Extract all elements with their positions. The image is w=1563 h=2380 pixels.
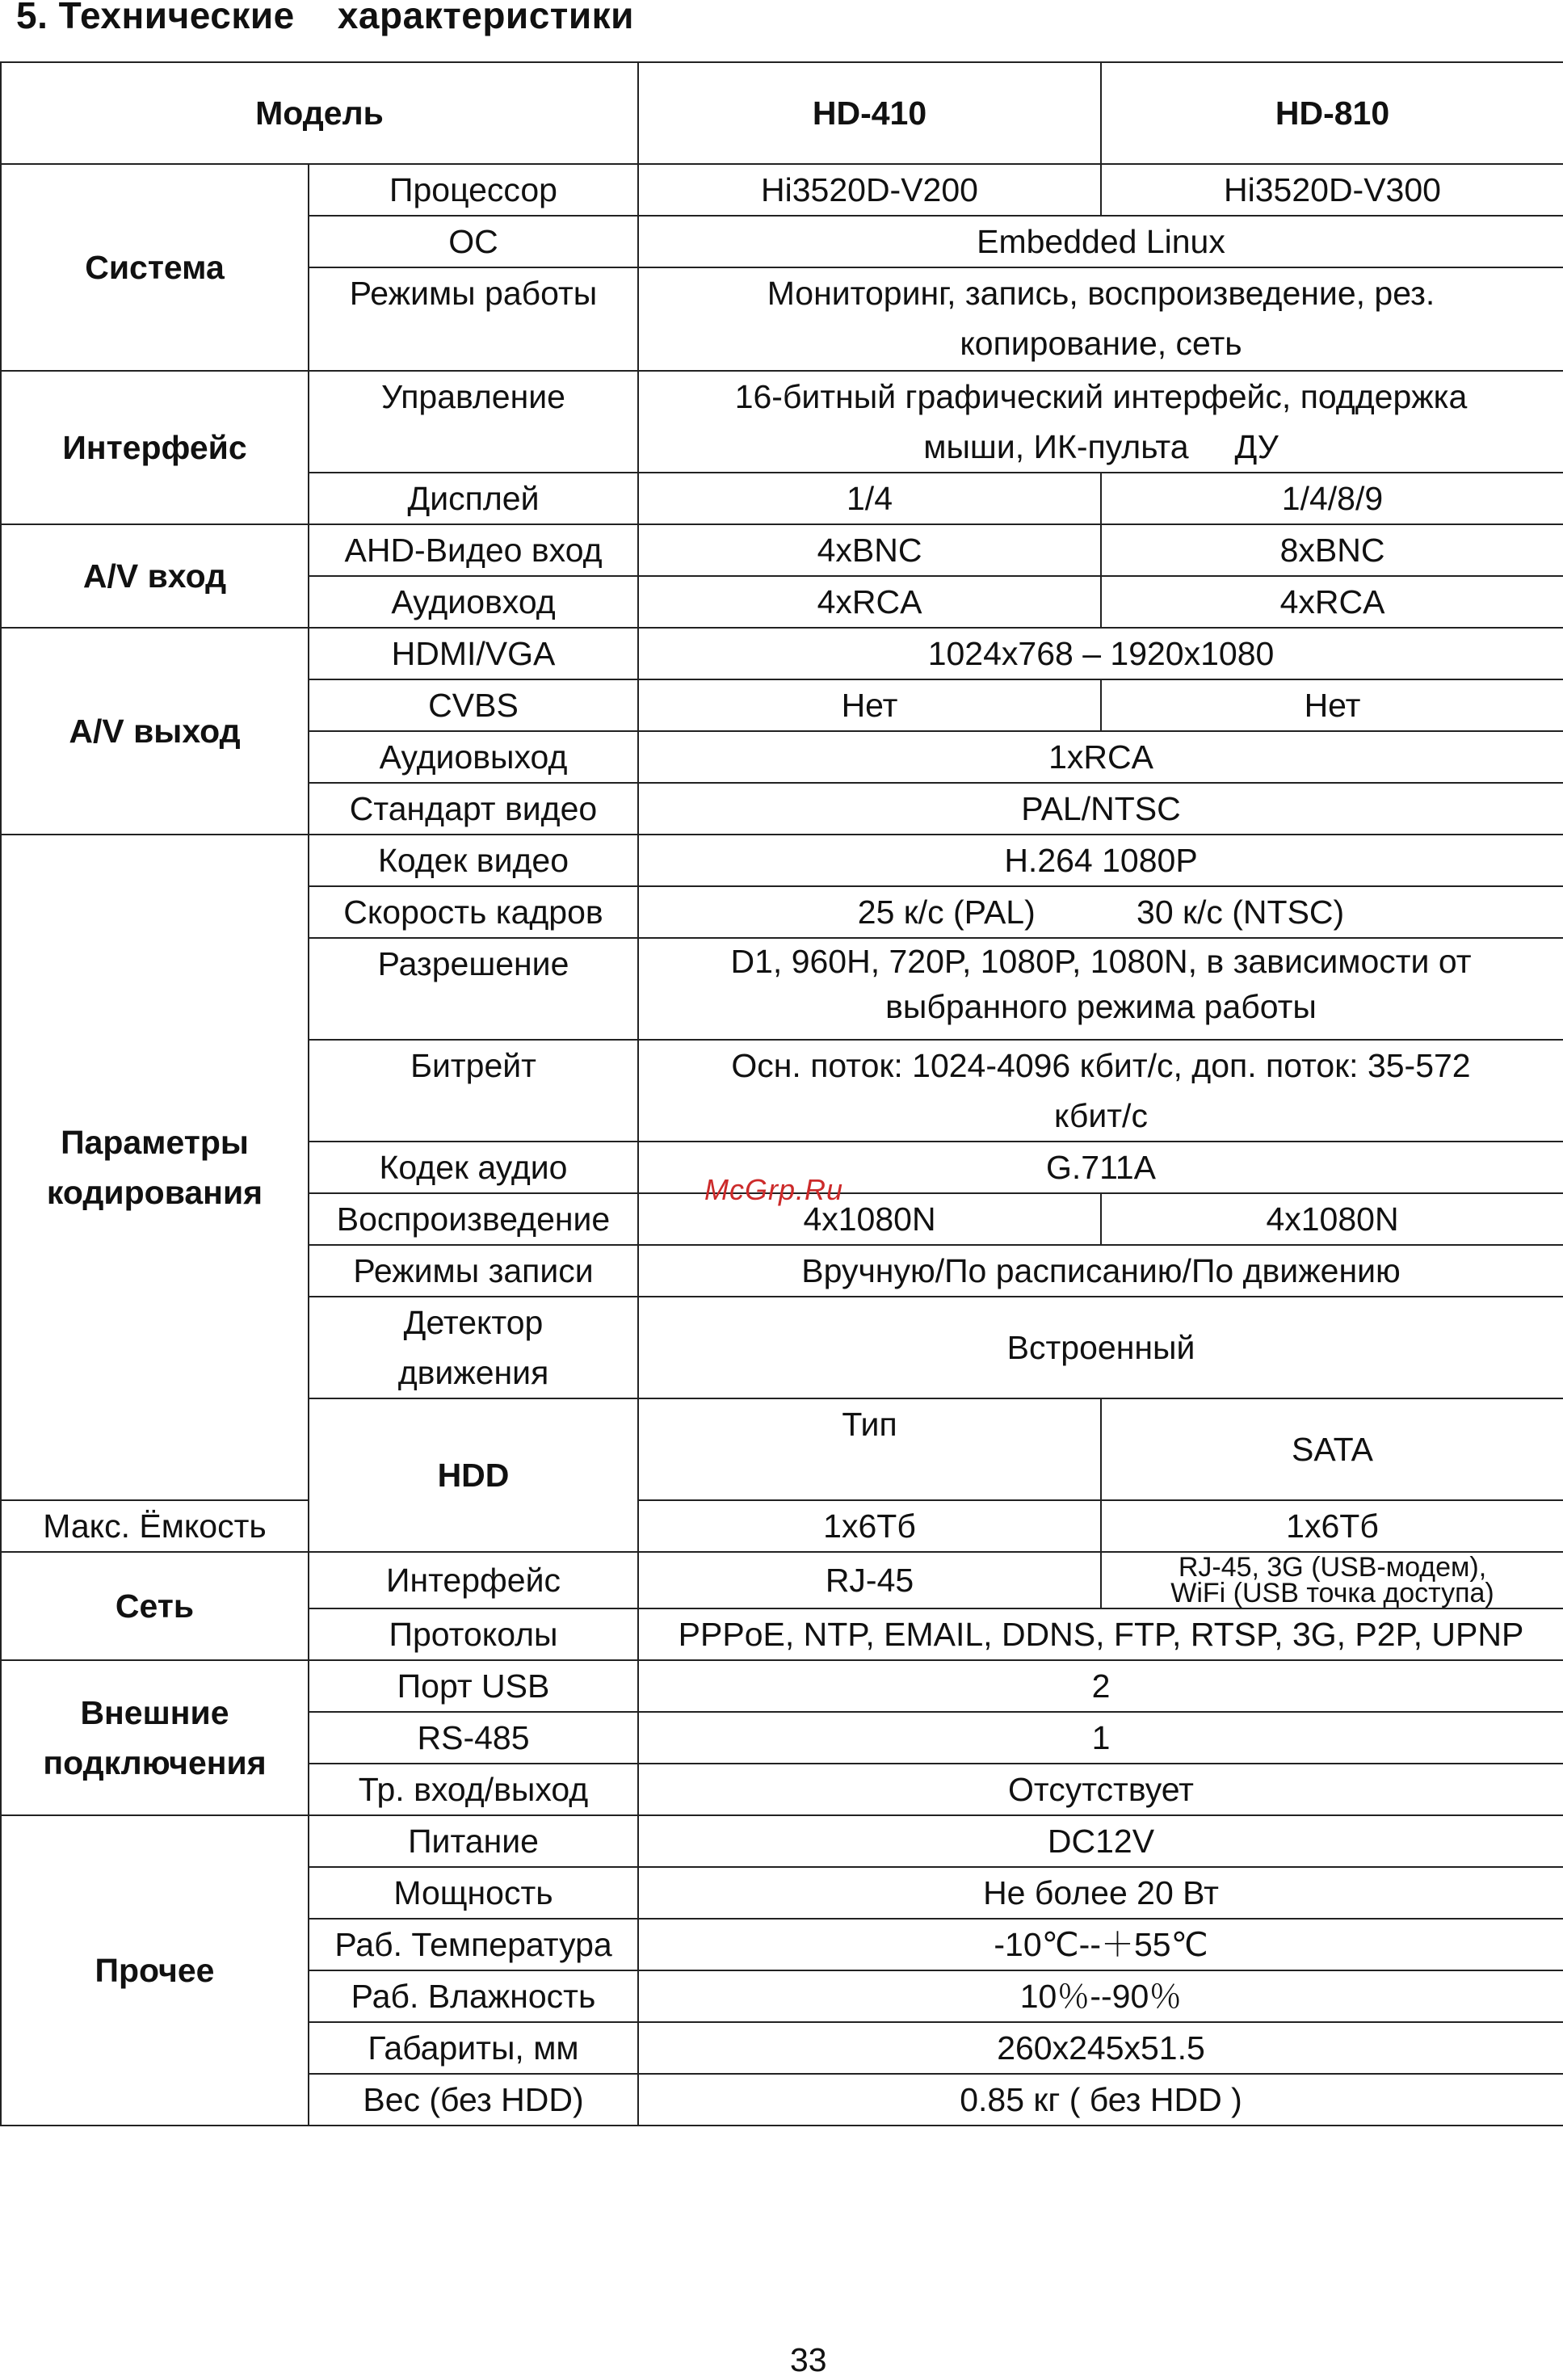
page-number: 33 (790, 2341, 827, 2378)
value-line: WiFi (USB точка доступа) (1170, 1578, 1494, 1608)
param-value-2: 1/4/8/9 (1101, 473, 1563, 524)
group-encoding (1, 835, 309, 1500)
group-av-in: A/V вход (1, 524, 309, 628)
label-line: Детектор (403, 1304, 544, 1341)
param-label: Интерфейс (309, 1552, 638, 1608)
param-label: Дисплей (309, 473, 638, 524)
table-row (1, 1815, 1563, 1867)
value-line: кбит/с (1054, 1097, 1148, 1134)
value-line: копирование, сеть (960, 325, 1242, 362)
param-label: Макс. Ёмкость (1, 1500, 309, 1552)
param-value-1: 1x6Тб (638, 1500, 1101, 1552)
param-value (638, 267, 1563, 371)
header-model-1: HD-410 (638, 62, 1101, 164)
table-row (1, 371, 1563, 473)
table-row (1, 164, 1563, 216)
param-value (638, 371, 1563, 473)
param-label: Вес (без HDD) (309, 2074, 638, 2126)
table-header-row (1, 62, 1563, 164)
param-label: RS-485 (309, 1712, 638, 1764)
group-label-line: Параметры (61, 1124, 249, 1161)
param-label: Питание (309, 1815, 638, 1867)
param-value: 1 (638, 1712, 1563, 1764)
param-value-1: 4x1080N (638, 1193, 1101, 1245)
param-label: Битрейт (309, 1040, 638, 1142)
param-value: Вручную/По расписанию/По движению (638, 1245, 1563, 1297)
param-label: Раб. Температура (309, 1919, 638, 1970)
value-line: мыши, ИК-пульта ДУ (923, 428, 1279, 465)
table-row (1, 1660, 1563, 1712)
group-interface: Интерфейс (1, 371, 309, 524)
param-label: CVBS (309, 679, 638, 731)
param-value-2: 1x6Тб (1101, 1500, 1563, 1552)
group-label-line: подключения (43, 1744, 267, 1781)
param-label: Управление (309, 371, 638, 473)
param-value: PAL/NTSC (638, 783, 1563, 835)
param-value-2: 8xBNC (1101, 524, 1563, 576)
param-label: Режимы работы (309, 267, 638, 371)
param-value-2: 4xRCA (1101, 576, 1563, 628)
param-label: HDMI/VGA (309, 628, 638, 679)
param-value-2: 4x1080N (1101, 1193, 1563, 1245)
param-value-2 (1101, 1552, 1563, 1608)
group-label-line: кодирования (46, 1174, 263, 1211)
param-label: Тр. вход/выход (309, 1764, 638, 1815)
param-value (638, 1040, 1563, 1142)
param-label: Кодек видео (309, 835, 638, 886)
table-row (1, 524, 1563, 576)
group-hdd: HDD (309, 1398, 638, 1552)
group-other: Прочее (1, 1815, 309, 2126)
value-line: Осн. поток: 1024-4096 кбит/с, доп. поток: 35-572 (731, 1047, 1471, 1084)
param-value: Не более 20 Вт (638, 1867, 1563, 1919)
param-value: 1xRCA (638, 731, 1563, 783)
table-row (1, 1552, 1563, 1608)
param-value: 25 к/с (PAL) 30 к/с (NTSC) (638, 886, 1563, 938)
param-value-1: 4xRCA (638, 576, 1101, 628)
param-value: Embedded Linux (638, 216, 1563, 267)
param-value-2: Нет (1101, 679, 1563, 731)
param-label: AHD-Видео вход (309, 524, 638, 576)
value-line: RJ-45, 3G (USB-модем), (1178, 1552, 1487, 1583)
group-network: Сеть (1, 1552, 309, 1660)
table-row (1, 628, 1563, 679)
value-line: Мониторинг, запись, воспроизведение, рез. (767, 275, 1435, 312)
param-label: Воспроизведение (309, 1193, 638, 1245)
param-value-1: SATA (1101, 1398, 1563, 1500)
group-av-out: A/V выход (1, 628, 309, 835)
param-label: Скорость кадров (309, 886, 638, 938)
param-label: Процессор (309, 164, 638, 216)
label-line: движения (397, 1354, 549, 1391)
param-value-2: Hi3520D-V300 (1101, 164, 1563, 216)
header-model-2: HD-810 (1101, 62, 1563, 164)
param-value: Отсутствует (638, 1764, 1563, 1815)
param-value: H.264 1080P (638, 835, 1563, 886)
param-value: 1024x768 – 1920x1080 (638, 628, 1563, 679)
param-value-1: 1/4 (638, 473, 1101, 524)
watermark: McGrp.Ru (704, 1173, 844, 1206)
param-label: Режимы записи (309, 1245, 638, 1297)
param-value: DC12V (638, 1815, 1563, 1867)
param-label: Кодек аудио (309, 1142, 638, 1193)
param-value: 2 (638, 1660, 1563, 1712)
param-label: Протоколы (309, 1608, 638, 1660)
param-label: Порт USB (309, 1660, 638, 1712)
spec-table (0, 61, 1563, 2126)
table-row (1, 835, 1563, 886)
param-value-1: Нет (638, 679, 1101, 731)
param-value-1: Hi3520D-V200 (638, 164, 1101, 216)
header-model: Модель (1, 62, 638, 164)
param-label (309, 1297, 638, 1398)
param-value: G.711A (638, 1142, 1563, 1193)
param-value: 0.85 кг ( без HDD ) (638, 2074, 1563, 2126)
param-label: Габариты, мм (309, 2022, 638, 2074)
param-value: -10℃--＋55℃ (638, 1919, 1563, 1970)
group-system: Система (1, 164, 309, 371)
param-value: 10％--90％ (638, 1970, 1563, 2022)
group-external (1, 1660, 309, 1815)
param-label: ОС (309, 216, 638, 267)
page-title: 5. Технические характеристики (16, 0, 634, 36)
value-line: 16-битный графический интерфейс, поддержка (734, 378, 1468, 415)
param-value-1: 4xBNC (638, 524, 1101, 576)
param-value: Встроенный (638, 1297, 1563, 1398)
param-value-1: RJ-45 (638, 1552, 1101, 1608)
value-line: выбранного режима работы (885, 988, 1317, 1025)
param-label: Мощность (309, 1867, 638, 1919)
param-label: Раб. Влажность (309, 1970, 638, 2022)
value-line: D1, 960H, 720P, 1080P, 1080N, в зависимости от (730, 943, 1472, 980)
param-value (638, 938, 1563, 1040)
param-value: 260x245x51.5 (638, 2022, 1563, 2074)
param-label: Аудиовход (309, 576, 638, 628)
table-row (1, 1500, 1563, 1552)
group-label-line: Внешние (80, 1694, 229, 1731)
param-label: Аудиовыход (309, 731, 638, 783)
param-label: Разрешение (309, 938, 638, 1040)
param-label: Тип (638, 1398, 1101, 1500)
param-value: PPPoE, NTP, EMAIL, DDNS, FTP, RTSP, 3G, P2P, UPNP (638, 1608, 1563, 1660)
param-label: Стандарт видео (309, 783, 638, 835)
